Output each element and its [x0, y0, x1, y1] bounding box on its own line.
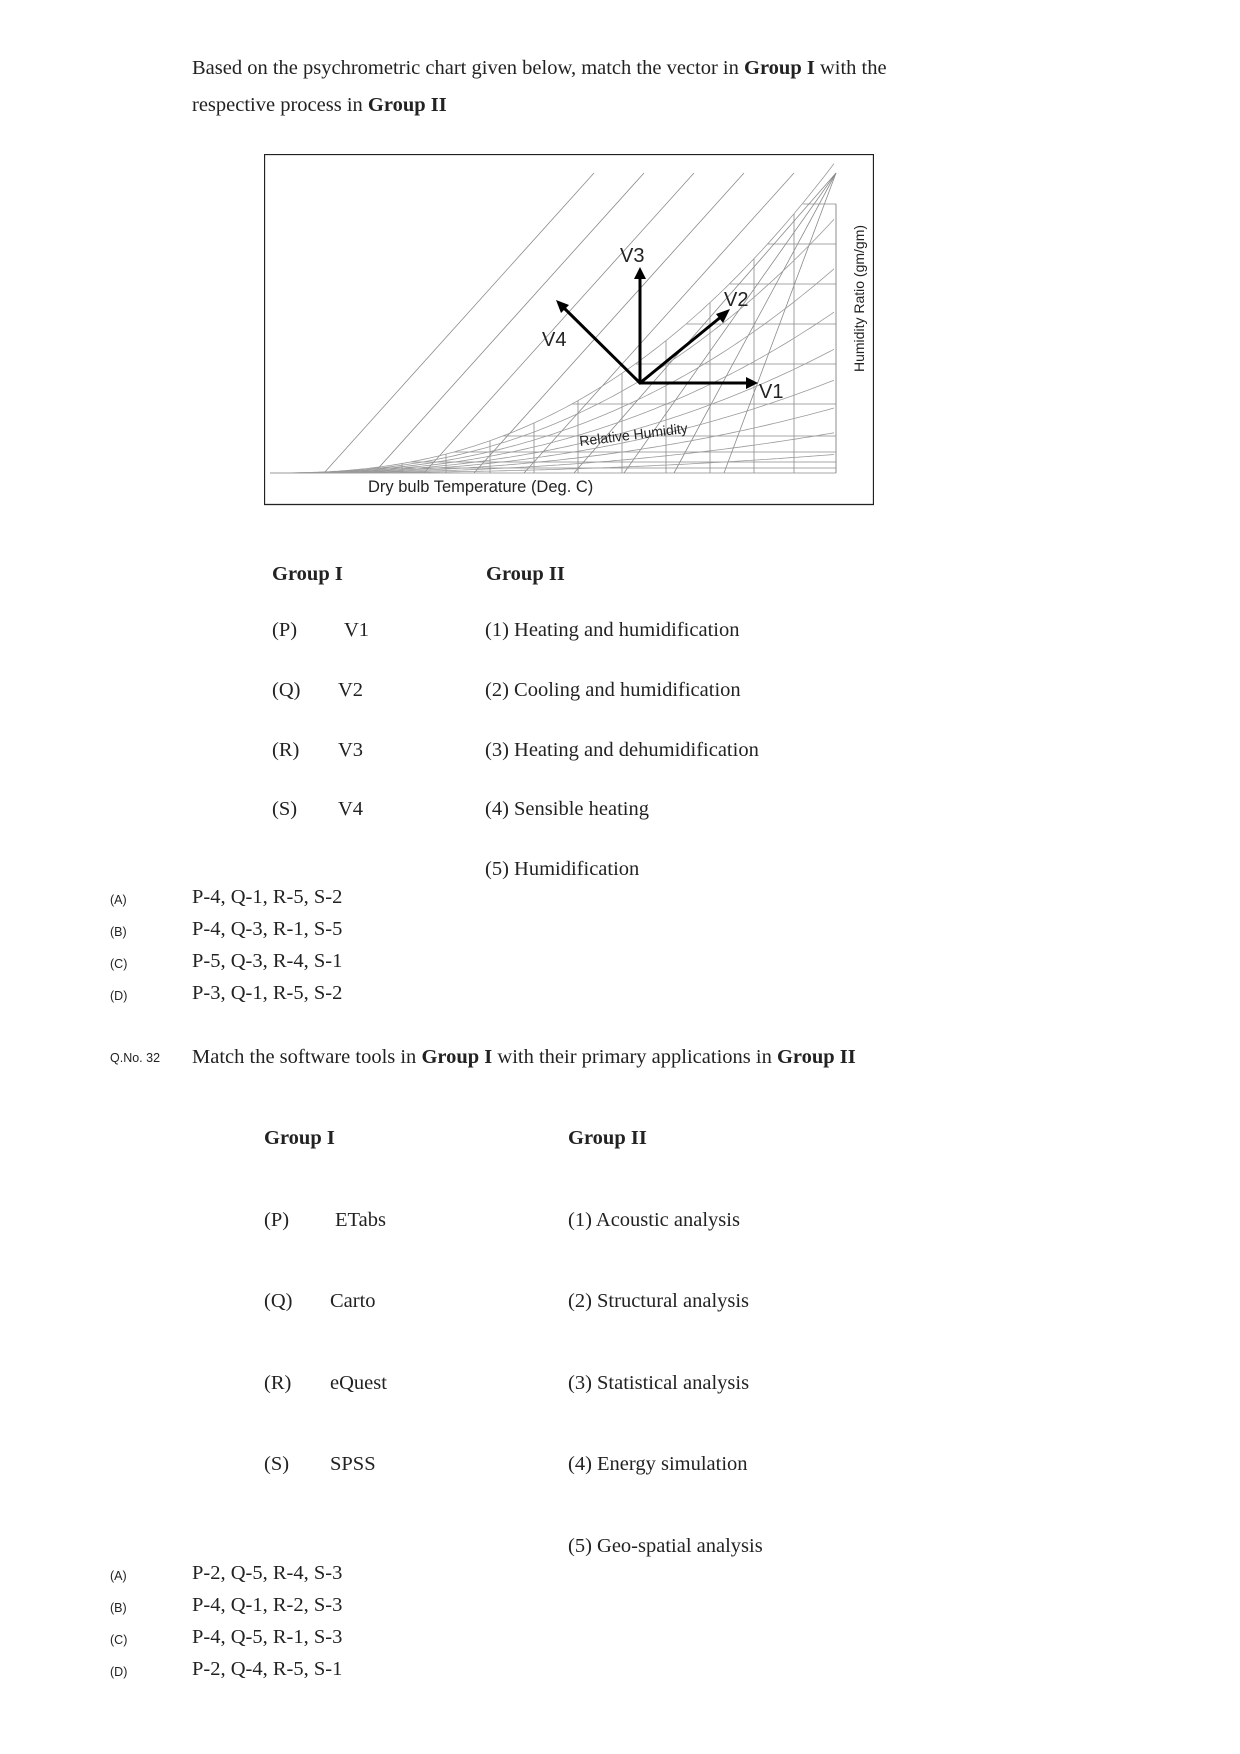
q31-option-b[interactable]: P-4, Q-3, R-1, S-5 — [192, 918, 343, 940]
q31-g1-letter-q: (Q) — [272, 679, 301, 701]
q32-g1-letter-q: (Q) — [264, 1290, 293, 1312]
y-axis-label: Humidity Ratio (gm/gm) — [851, 224, 867, 372]
q32-number: Q.No. 32 — [110, 1051, 161, 1065]
q31-option-d-label: (D) — [110, 989, 128, 1003]
q31-group1-heading: Group I — [272, 563, 343, 585]
q31-g1-value-s: V4 — [338, 798, 364, 820]
q31-group2-heading: Group II — [486, 563, 565, 585]
q32-option-c-label: (C) — [110, 1633, 128, 1647]
q31-g1-letter-s: (S) — [272, 798, 298, 820]
q32-option-a-label: (A) — [110, 1569, 127, 1583]
label-v3: V3 — [620, 245, 645, 267]
q31-g1-value-r: V3 — [338, 739, 364, 761]
label-v4: V4 — [542, 329, 567, 351]
q31-g1-letter-r: (R) — [272, 739, 300, 761]
q32-g2-item-5: (5) Geo-spatial analysis — [568, 1535, 763, 1557]
q31-g2-item-5: (5) Humidification — [485, 858, 640, 880]
label-v2: V2 — [724, 289, 749, 311]
label-v1: V1 — [759, 381, 784, 403]
q32-g2-item-4: (4) Energy simulation — [568, 1453, 748, 1475]
q32-g1-value-p: ETabs — [335, 1209, 386, 1231]
q32-group2-heading: Group II — [568, 1127, 647, 1149]
q31-intro-line2: respective process in Group II — [192, 94, 447, 116]
q32-g2-item-2: (2) Structural analysis — [568, 1290, 750, 1312]
q31-option-c[interactable]: P-5, Q-3, R-4, S-1 — [192, 950, 343, 972]
q32-option-a[interactable]: P-2, Q-5, R-4, S-3 — [192, 1562, 343, 1584]
q31-g1-value-p: V1 — [344, 619, 370, 641]
q32-g2-item-1: (1) Acoustic analysis — [568, 1209, 740, 1231]
q32-g2-item-3: (3) Statistical analysis — [568, 1372, 750, 1394]
q32-g1-value-r: eQuest — [330, 1372, 387, 1394]
q31-option-c-label: (C) — [110, 957, 128, 971]
q31-g2-item-4: (4) Sensible heating — [485, 798, 649, 820]
q31-option-a-label: (A) — [110, 893, 127, 907]
q32-option-d[interactable]: P-2, Q-4, R-5, S-1 — [192, 1658, 343, 1680]
q31-intro-line1: Based on the psychrometric chart given below, match the vector in Group I with the — [192, 57, 887, 79]
q32-g1-letter-r: (R) — [264, 1372, 292, 1394]
q32-stem: Match the software tools in Group I with their primary applications in Group II — [192, 1046, 856, 1068]
q31-g2-item-1: (1) Heating and humidification — [485, 619, 740, 641]
q32-g1-value-s: SPSS — [330, 1453, 376, 1475]
rh-label: Relative Humidity — [578, 419, 689, 449]
q32-option-d-label: (D) — [110, 1665, 128, 1679]
q31-g1-letter-p: (P) — [272, 619, 298, 641]
q32-g1-letter-s: (S) — [264, 1453, 290, 1475]
q32-option-b-label: (B) — [110, 1601, 127, 1615]
q31-option-b-label: (B) — [110, 925, 127, 939]
q31-option-d[interactable]: P-3, Q-1, R-5, S-2 — [192, 982, 343, 1004]
q31-g2-item-3: (3) Heating and dehumidification — [485, 739, 759, 761]
x-axis-label: Dry bulb Temperature (Deg. C) — [368, 478, 594, 496]
q32-option-b[interactable]: P-4, Q-1, R-2, S-3 — [192, 1594, 343, 1616]
q32-g1-letter-p: (P) — [264, 1209, 290, 1231]
q32-g1-value-q: Carto — [330, 1290, 376, 1312]
q31-g1-value-q: V2 — [338, 679, 364, 701]
q32-option-c[interactable]: P-4, Q-5, R-1, S-3 — [192, 1626, 343, 1648]
q31-option-a[interactable]: P-4, Q-1, R-5, S-2 — [192, 886, 343, 908]
q31-g2-item-2: (2) Cooling and humidification — [485, 679, 741, 701]
psychrometric-chart — [264, 154, 874, 506]
q32-group1-heading: Group I — [264, 1127, 335, 1149]
